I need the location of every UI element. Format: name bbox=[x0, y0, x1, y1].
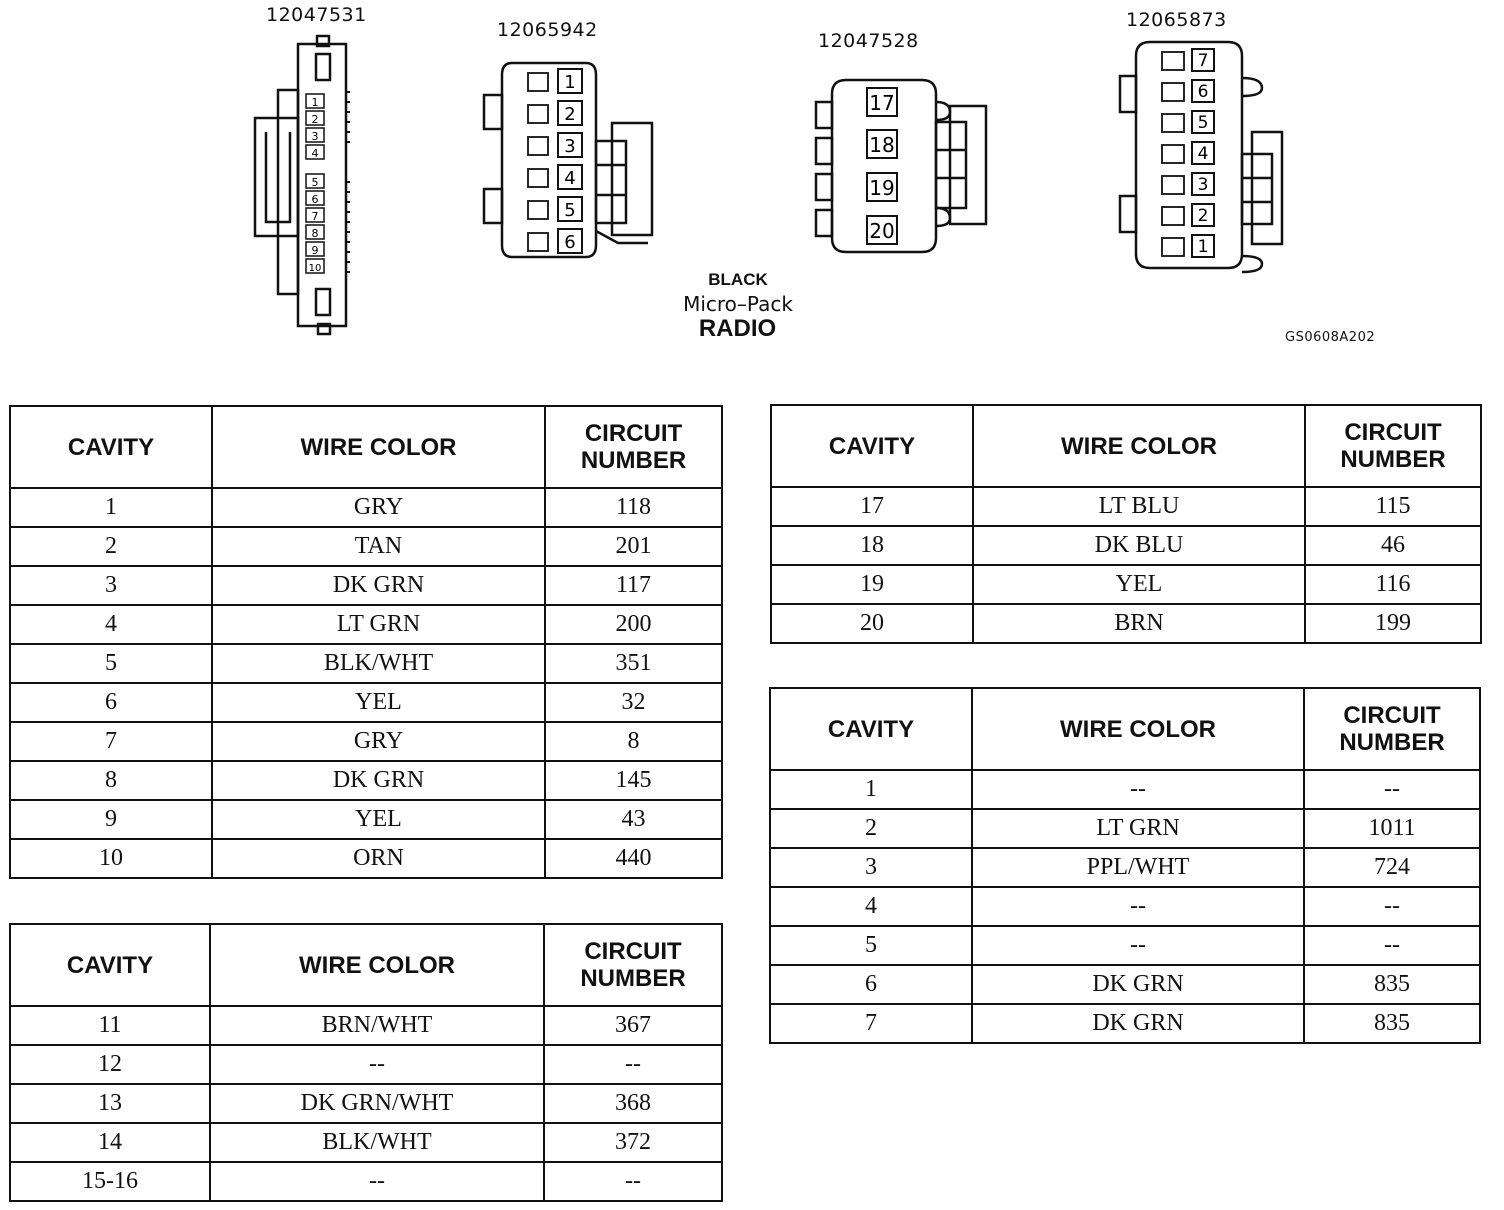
circuit-number-cell: 440 bbox=[545, 839, 722, 878]
circuit-number-cell: 145 bbox=[545, 761, 722, 800]
cavity-label: 2 bbox=[1197, 206, 1209, 226]
cavity-cell: 1 bbox=[770, 770, 972, 809]
header-cavity: CAVITY bbox=[10, 924, 210, 1006]
wire-color-cell: DK GRN bbox=[972, 1004, 1304, 1043]
cavity-cell: 20 bbox=[771, 604, 973, 643]
cavity-label: 3 bbox=[564, 136, 576, 157]
cavity-cell: 2 bbox=[10, 527, 212, 566]
cavity-label: 4 bbox=[564, 168, 576, 189]
table-row bbox=[10, 566, 722, 605]
cavity-box bbox=[1192, 111, 1214, 133]
circuit-number-cell: -- bbox=[544, 1045, 722, 1084]
cavity-box bbox=[558, 69, 582, 93]
cavity-label: 2 bbox=[564, 104, 576, 125]
cavity-box bbox=[306, 191, 324, 206]
circuit-number-cell: 32 bbox=[545, 683, 722, 722]
circuit-number-cell: 367 bbox=[544, 1006, 722, 1045]
header-wire-color: WIRE COLOR bbox=[212, 406, 545, 488]
cavity-box bbox=[306, 94, 324, 109]
cavity-cell: 5 bbox=[770, 926, 972, 965]
table-row bbox=[10, 1162, 722, 1201]
table-row bbox=[770, 848, 1480, 887]
circuit-number-cell: 46 bbox=[1305, 526, 1481, 565]
cavity-label: 5 bbox=[1197, 113, 1209, 133]
cavity-label: 5 bbox=[311, 176, 319, 189]
cavity-label: 9 bbox=[311, 244, 319, 257]
connector-12047528-cavities bbox=[867, 88, 897, 244]
connector-12065873-drawing bbox=[1112, 36, 1292, 276]
table-row bbox=[10, 839, 722, 878]
cavity-label: 7 bbox=[311, 210, 319, 223]
pinout-table-cavities-1-10 bbox=[9, 405, 723, 879]
cavity-cell: 4 bbox=[770, 887, 972, 926]
connector-type-caption: Micro–Pack bbox=[683, 292, 793, 316]
cavity-label: 6 bbox=[1197, 82, 1209, 102]
header-wire-color: WIRE COLOR bbox=[972, 688, 1304, 770]
cavity-cell: 3 bbox=[10, 566, 212, 605]
circuit-number-cell: 199 bbox=[1305, 604, 1481, 643]
connector-2-part-number: 12065942 bbox=[497, 19, 598, 41]
cavity-label: 3 bbox=[311, 130, 319, 143]
wire-color-cell: TAN bbox=[212, 527, 545, 566]
connector-12065942-drawing bbox=[478, 55, 660, 265]
cavity-cell: 4 bbox=[10, 605, 212, 644]
connector-3-part-number: 12047528 bbox=[818, 30, 919, 52]
wire-color-cell: -- bbox=[210, 1162, 544, 1201]
header-circuit-line1: CIRCUIT bbox=[584, 420, 683, 447]
circuit-number-cell: 724 bbox=[1304, 848, 1480, 887]
cavity-box bbox=[867, 216, 897, 244]
circuit-number-cell: 201 bbox=[545, 527, 722, 566]
wire-color-cell: DK GRN/WHT bbox=[210, 1084, 544, 1123]
connector-12047531-drawing bbox=[250, 32, 350, 338]
table-header-row bbox=[10, 406, 722, 488]
wire-color-cell: LT GRN bbox=[212, 605, 545, 644]
connector-1-part-number: 12047531 bbox=[266, 4, 367, 26]
wire-color-cell: DK GRN bbox=[972, 965, 1304, 1004]
circuit-number-cell: 43 bbox=[545, 800, 722, 839]
cavity-cell: 9 bbox=[10, 800, 212, 839]
table-row bbox=[771, 604, 1481, 643]
table-row bbox=[10, 683, 722, 722]
wire-color-cell: DK GRN bbox=[212, 761, 545, 800]
wire-color-cell: -- bbox=[972, 926, 1304, 965]
cavity-label: 6 bbox=[564, 232, 576, 253]
cavity-box bbox=[1192, 173, 1214, 195]
cavity-label: 19 bbox=[869, 176, 895, 200]
connector-12047528-drawing bbox=[810, 72, 992, 262]
table-row bbox=[770, 770, 1480, 809]
table-row bbox=[10, 761, 722, 800]
header-circuit-number bbox=[545, 406, 722, 488]
cavity-box bbox=[306, 145, 324, 160]
cavity-label: 17 bbox=[869, 91, 895, 115]
cavity-box bbox=[1192, 80, 1214, 102]
pinout-table-cavities-17-20 bbox=[770, 404, 1482, 644]
circuit-number-cell: 116 bbox=[1305, 565, 1481, 604]
table-row bbox=[10, 605, 722, 644]
table-row bbox=[770, 965, 1480, 1004]
cavity-cell: 19 bbox=[771, 565, 973, 604]
circuit-number-cell: 1011 bbox=[1304, 809, 1480, 848]
figure-id: GS0608A202 bbox=[1285, 330, 1376, 345]
cavity-label: 1 bbox=[1197, 237, 1209, 257]
wire-color-cell: ORN bbox=[212, 839, 545, 878]
cavity-label: 4 bbox=[311, 147, 319, 160]
header-wire-color: WIRE COLOR bbox=[210, 924, 544, 1006]
header-cavity: CAVITY bbox=[10, 406, 212, 488]
connector-12047531-cavities bbox=[306, 94, 324, 274]
cavity-cell: 18 bbox=[771, 526, 973, 565]
circuit-number-cell: -- bbox=[1304, 770, 1480, 809]
wire-color-cell: YEL bbox=[212, 683, 545, 722]
cavity-cell: 1 bbox=[10, 488, 212, 527]
connector-4-part-number: 12065873 bbox=[1126, 9, 1227, 31]
cavity-box bbox=[1192, 235, 1214, 257]
circuit-number-cell: -- bbox=[544, 1162, 722, 1201]
cavity-box bbox=[1192, 204, 1214, 226]
cavity-cell: 11 bbox=[10, 1006, 210, 1045]
cavity-cell: 17 bbox=[771, 487, 973, 526]
table-header-row bbox=[770, 688, 1480, 770]
wire-color-cell: BRN bbox=[973, 604, 1305, 643]
cavity-cell: 13 bbox=[10, 1084, 210, 1123]
table-row bbox=[10, 722, 722, 761]
cavity-box bbox=[306, 174, 324, 189]
cavity-label: 3 bbox=[1197, 175, 1209, 195]
wire-color-cell: LT BLU bbox=[973, 487, 1305, 526]
circuit-number-cell: 351 bbox=[545, 644, 722, 683]
cavity-box bbox=[558, 229, 582, 253]
cavity-box bbox=[306, 242, 324, 257]
cavity-box bbox=[867, 88, 897, 116]
cavity-label: 7 bbox=[1197, 51, 1209, 71]
cavity-cell: 7 bbox=[10, 722, 212, 761]
table-row bbox=[10, 644, 722, 683]
header-circuit-line1: CIRCUIT bbox=[584, 938, 682, 965]
wire-color-cell: DK GRN bbox=[212, 566, 545, 605]
cavity-label: 18 bbox=[869, 133, 895, 157]
cavity-label: 4 bbox=[1197, 144, 1209, 164]
table-row bbox=[770, 926, 1480, 965]
cavity-box bbox=[306, 128, 324, 143]
table-row bbox=[10, 1045, 722, 1084]
header-circuit-line2: NUMBER bbox=[1340, 446, 1446, 473]
cavity-box bbox=[867, 173, 897, 201]
cavity-cell: 15-16 bbox=[10, 1162, 210, 1201]
table-row bbox=[10, 1084, 722, 1123]
circuit-number-cell: 118 bbox=[545, 488, 722, 527]
wire-color-cell: GRY bbox=[212, 488, 545, 527]
header-cavity: CAVITY bbox=[770, 688, 972, 770]
header-circuit-line1: CIRCUIT bbox=[1343, 702, 1441, 729]
header-circuit-line2: NUMBER bbox=[580, 447, 687, 474]
cavity-box bbox=[306, 225, 324, 240]
cavity-box bbox=[306, 259, 324, 274]
cavity-label: 8 bbox=[311, 227, 319, 240]
connector-12065942-cavities bbox=[558, 69, 582, 253]
header-circuit-line2: NUMBER bbox=[1339, 729, 1445, 756]
cavity-cell: 2 bbox=[770, 809, 972, 848]
cavity-label: 5 bbox=[564, 200, 576, 221]
circuit-number-cell: 372 bbox=[544, 1123, 722, 1162]
circuit-number-cell: 835 bbox=[1304, 965, 1480, 1004]
cavity-cell: 14 bbox=[10, 1123, 210, 1162]
cavity-cell: 8 bbox=[10, 761, 212, 800]
wire-color-cell: PPL/WHT bbox=[972, 848, 1304, 887]
cavity-cell: 7 bbox=[770, 1004, 972, 1043]
cavity-cell: 12 bbox=[10, 1045, 210, 1084]
header-circuit-number bbox=[1304, 688, 1480, 770]
circuit-number-cell: -- bbox=[1304, 926, 1480, 965]
circuit-number-cell: 8 bbox=[545, 722, 722, 761]
pinout-table-cavities-11-16 bbox=[9, 923, 723, 1202]
wire-color-cell: YEL bbox=[212, 800, 545, 839]
circuit-number-cell: 200 bbox=[545, 605, 722, 644]
cavity-box bbox=[558, 197, 582, 221]
circuit-number-cell: -- bbox=[1304, 887, 1480, 926]
cavity-box bbox=[306, 111, 324, 126]
connector-color-caption: BLACK bbox=[708, 270, 768, 289]
wire-color-cell: BLK/WHT bbox=[212, 644, 545, 683]
header-circuit-number bbox=[1305, 405, 1481, 487]
wire-color-cell: -- bbox=[210, 1045, 544, 1084]
table-row bbox=[770, 809, 1480, 848]
table-row bbox=[10, 1006, 722, 1045]
cavity-cell: 6 bbox=[770, 965, 972, 1004]
cavity-label: 1 bbox=[311, 96, 319, 109]
cavity-label: 1 bbox=[564, 72, 576, 93]
cavity-box bbox=[1192, 142, 1214, 164]
wire-color-cell: DK BLU bbox=[973, 526, 1305, 565]
cavity-box bbox=[867, 130, 897, 158]
table-header-row bbox=[10, 924, 722, 1006]
header-cavity: CAVITY bbox=[771, 405, 973, 487]
cavity-box bbox=[558, 101, 582, 125]
cavity-cell: 6 bbox=[10, 683, 212, 722]
cavity-box bbox=[558, 133, 582, 157]
header-circuit-number bbox=[544, 924, 722, 1006]
table-row bbox=[770, 1004, 1480, 1043]
circuit-number-cell: 368 bbox=[544, 1084, 722, 1123]
cavity-label: 6 bbox=[311, 193, 319, 206]
wire-color-cell: LT GRN bbox=[972, 809, 1304, 848]
cavity-cell: 3 bbox=[770, 848, 972, 887]
wire-color-cell: -- bbox=[972, 887, 1304, 926]
cavity-label: 2 bbox=[311, 113, 319, 126]
table-row bbox=[771, 487, 1481, 526]
header-circuit-line1: CIRCUIT bbox=[1344, 419, 1442, 446]
cavity-label: 10 bbox=[308, 263, 322, 274]
table-row bbox=[770, 887, 1480, 926]
cavity-box bbox=[1192, 49, 1214, 71]
wire-color-cell: -- bbox=[972, 770, 1304, 809]
circuit-number-cell: 115 bbox=[1305, 487, 1481, 526]
cavity-cell: 10 bbox=[10, 839, 212, 878]
table-row bbox=[771, 526, 1481, 565]
pinout-table-cavities-1-7 bbox=[769, 687, 1481, 1044]
cavity-box bbox=[558, 165, 582, 189]
table-row bbox=[10, 488, 722, 527]
component-name-caption: RADIO bbox=[698, 315, 777, 342]
table-row bbox=[10, 800, 722, 839]
wire-color-cell: BRN/WHT bbox=[210, 1006, 544, 1045]
wire-color-cell: GRY bbox=[212, 722, 545, 761]
table-row bbox=[771, 565, 1481, 604]
wire-color-cell: YEL bbox=[973, 565, 1305, 604]
connector-12065873-cavities bbox=[1192, 49, 1214, 257]
header-wire-color: WIRE COLOR bbox=[973, 405, 1305, 487]
wire-color-cell: BLK/WHT bbox=[210, 1123, 544, 1162]
circuit-number-cell: 835 bbox=[1304, 1004, 1480, 1043]
circuit-number-cell: 117 bbox=[545, 566, 722, 605]
cavity-box bbox=[306, 208, 324, 223]
table-row bbox=[10, 1123, 722, 1162]
cavity-cell: 5 bbox=[10, 644, 212, 683]
table-header-row bbox=[771, 405, 1481, 487]
header-circuit-line2: NUMBER bbox=[580, 965, 686, 992]
table-row bbox=[10, 527, 722, 566]
cavity-label: 20 bbox=[869, 219, 895, 243]
